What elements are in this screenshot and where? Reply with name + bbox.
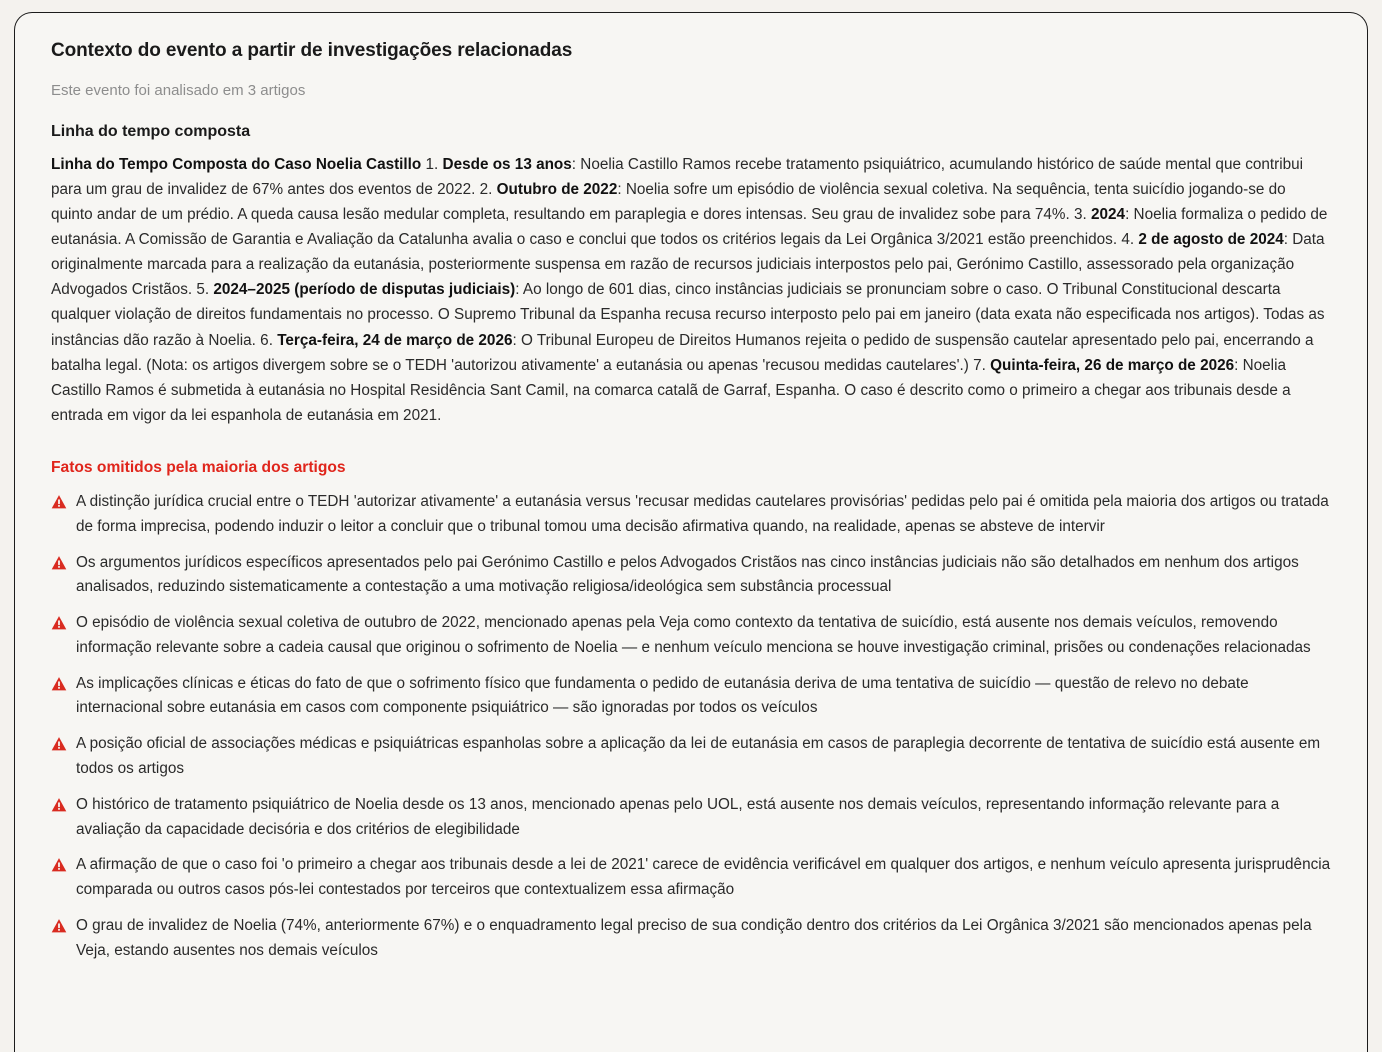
list-item xyxy=(51,793,1331,843)
warning-triangle-icon xyxy=(51,555,67,571)
list-item xyxy=(51,551,1331,601)
omitted-facts-list xyxy=(37,490,1345,963)
warning-triangle-icon xyxy=(51,615,67,631)
composite-timeline-text: Linha do Tempo Composta do Caso Noelia Castillo 1. Desde os 13 anos: Noelia Castillo Ramos recebe tratamento psiquiátrico, acumulando histórico de saúde mental que contribui para um grau de invalidez de 67% antes dos eventos de 2022. 2. Outubro de 2022: Noelia sofre um episódio de violência sexual coletiva. Na sequência, tenta suicídio jogando-se do quinto andar de um prédio. A queda causa lesão medular completa, resultando em paraplegia e dores intensas. Seu grau de invalidez sobe para 74%. 3. 2024: Noelia formaliza o pedido de eutanásia. A Comissão de Garantia e Avaliação da Catalunha avalia o caso e conclui que todos os critérios legais da Lei Orgânica 3/2021 estão preenchidos. 4. 2 de agosto de 2024: Data originalmente marcada para a realização da eutanásia, posteriormente suspensa em razão de recursos judiciais interpostos pelo pai, Gerónimo Castillo, assessorado pela organização Advogados Cristãos. 5. 2024–2025 (período de disputas judiciais): Ao longo de 601 dias, cinco instâncias judiciais se pronunciam sobre o caso. O Tribunal Constitucional descarta qualquer violação de direitos fundamentais no processo. O Supremo Tribunal da Espanha recusa recurso interposto pelo pai em janeiro (data exata não especificada nos artigos). Todas as instâncias dão razão à Noelia. 6. Terça-feira, 24 de março de 2026: O Tribunal Europeu de Direitos Humanos rejeita o pedido de suspensão cautelar apresentado pelo pai, encerrando a batalha legal. (Nota: os artigos divergem sobre se o TEDH 'autorizou ativamente' a eutanásia ou apenas 'recusou medidas cautelares'.) 7. Quinta-feira, 26 de março de 2026: Noelia Castillo Ramos é submetida à eutanásia no Hospital Residência Sant Camil, na comarca catalã de Garraf, Espanha. O caso é descrito como o primeiro a chegar aos tribunais desde a entrada em vigor da lei espanhola de eutanásia em 2021. xyxy=(51,155,1328,424)
timeline-section-heading: Linha do tempo composta xyxy=(51,123,251,141)
list-item xyxy=(51,853,1331,903)
event-context-card xyxy=(14,12,1368,1052)
omitted-fact-text: A distinção jurídica crucial entre o TEDH 'autorizar ativamente' a eutanásia versus 'recusar medidas cautelares provisórias' pedidas pelo pai é omitida pela maioria dos artigos ou tratada de forma imprecisa, podendo induzir o leitor a concluir que o tribunal tomou uma decisão afirmativa quando, na realidade, apenas se absteve de intervir xyxy=(76,493,1329,535)
omitted-fact-text: O episódio de violência sexual coletiva de outubro de 2022, mencionado apenas pela Veja como contexto da tentativa de suicídio, está ausente nos demais veículos, removendo informação relevante sobre a cadeia causal que originou o sofrimento de Noelia — e nenhum veículo menciona se houve investigação criminal, prisões ou condenações relacionadas xyxy=(76,614,1311,656)
omitted-fact-text: A posição oficial de associações médicas e psiquiátricas espanholas sobre a aplicação da lei de eutanásia em casos de paraplegia decorrente de tentativa de suicídio está ausente em todos os artigos xyxy=(76,735,1321,777)
warning-triangle-icon xyxy=(51,797,67,813)
list-item xyxy=(51,914,1331,964)
warning-triangle-icon xyxy=(51,736,67,752)
omitted-facts-heading: Fatos omitidos pela maioria dos artigos xyxy=(51,458,346,476)
warning-triangle-icon xyxy=(51,857,67,873)
warning-triangle-icon xyxy=(51,918,67,934)
omitted-fact-text: O grau de invalidez de Noelia (74%, anteriormente 67%) e o enquadramento legal preciso de sua condição dentro dos critérios da Lei Orgânica 3/2021 são mencionados apenas pela Veja, estando ausentes nos demais veículos xyxy=(76,916,1312,959)
list-item xyxy=(51,672,1331,722)
warning-triangle-icon xyxy=(51,494,67,510)
omitted-fact-text: A afirmação de que o caso foi 'o primeiro a chegar aos tribunais desde a lei de 2021' carece de evidência verificável em qualquer dos artigos, e nenhum veículo apresenta jurisprudência comparada ou outros casos pós-lei contestados por terceiros que contextualizem essa afirmação xyxy=(76,856,1331,899)
list-item xyxy=(51,490,1331,540)
warning-triangle-icon xyxy=(51,676,67,692)
page-title: Contexto do evento a partir de investigações relacionadas xyxy=(51,40,573,61)
omitted-fact-text: O histórico de tratamento psiquiátrico de Noelia desde os 13 anos, mencionado apenas pelo UOL, está ausente nos demais veículos, representando informação relevante para a avaliação da capacidade decisória e dos critérios de elegibilidade xyxy=(76,795,1280,838)
analysis-count-subtitle: Este evento foi analisado em 3 artigos xyxy=(51,81,306,99)
list-item xyxy=(51,732,1331,782)
omitted-fact-text: As implicações clínicas e éticas do fato de que o sofrimento físico que fundamenta o pedido de eutanásia deriva de uma tentativa de suicídio — questão de relevo no debate internacional sobre eutanásia em casos com componente psiquiátrico — são ignoradas por todos os veículos xyxy=(76,674,1249,717)
list-item xyxy=(51,611,1331,661)
omitted-fact-text: Os argumentos jurídicos específicos apresentados pelo pai Gerónimo Castillo e pelos Advogados Cristãos nas cinco instâncias judiciais não são detalhados em nenhum dos artigos analisados, reduzindo sistematicamente a contestação a uma motivação religiosa/ideológica sem substância processual xyxy=(76,553,1299,596)
